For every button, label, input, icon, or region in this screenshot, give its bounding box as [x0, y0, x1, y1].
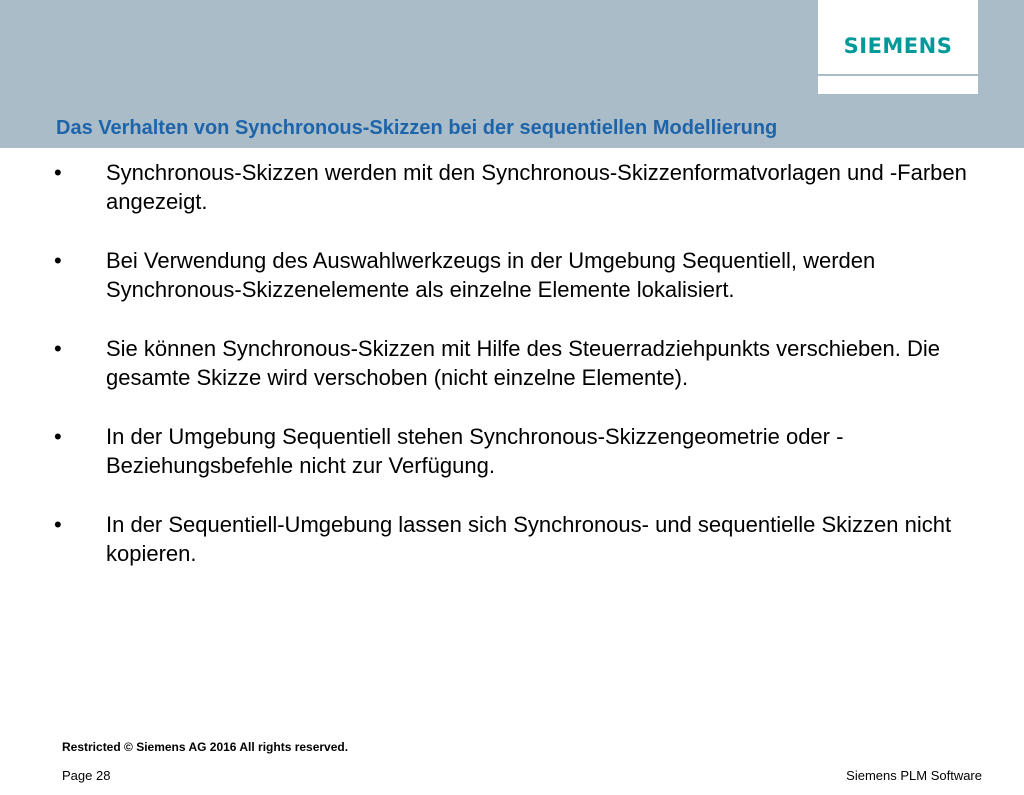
- footer-copyright: Restricted © Siemens AG 2016 All rights reserved.: [62, 740, 349, 754]
- bullet-text: Bei Verwendung des Auswahlwerkzeugs in der Umgebung Sequentiell, werden Synchronous-Skizzenelemente als einzelne Elemente lokalisiert.: [106, 248, 876, 302]
- bullet-item: [54, 158, 994, 216]
- bullet-item: [54, 246, 994, 304]
- bullet-text: In der Umgebung Sequentiell stehen Synchronous-Skizzengeometrie oder -Beziehungsbefehle nicht zur Verfügung.: [106, 424, 844, 478]
- bullet-marker: •: [54, 336, 62, 361]
- bullet-item: [54, 422, 994, 480]
- bullet-item: [54, 510, 994, 568]
- page-number: Page 28: [62, 768, 111, 783]
- bullet-list: [54, 158, 994, 598]
- bullet-marker: •: [54, 424, 62, 449]
- bullet-marker: •: [54, 512, 62, 537]
- bullet-text: In der Sequentiell-Umgebung lassen sich Synchronous- und sequentielle Skizzen nicht kopieren.: [106, 512, 952, 566]
- bullet-text: Sie können Synchronous-Skizzen mit Hilfe des Steuerradziehpunkts verschieben. Die gesamte Skizze wird verschoben (nicht einzelne Elemente).: [106, 336, 940, 390]
- bullet-marker: •: [54, 160, 62, 185]
- bullet-item: [54, 334, 994, 392]
- slide-title: Das Verhalten von Synchronous-Skizzen bei der sequentiellen Modellierung: [56, 117, 778, 139]
- logo-underline: [818, 74, 978, 76]
- bullet-marker: •: [54, 248, 62, 273]
- footer-company: Siemens PLM Software: [846, 768, 982, 783]
- bullet-text: Synchronous-Skizzen werden mit den Synchronous-Skizzenformatvorlagen und -Farben angezeigt.: [106, 160, 967, 214]
- siemens-logo: SIEMENS: [843, 34, 953, 58]
